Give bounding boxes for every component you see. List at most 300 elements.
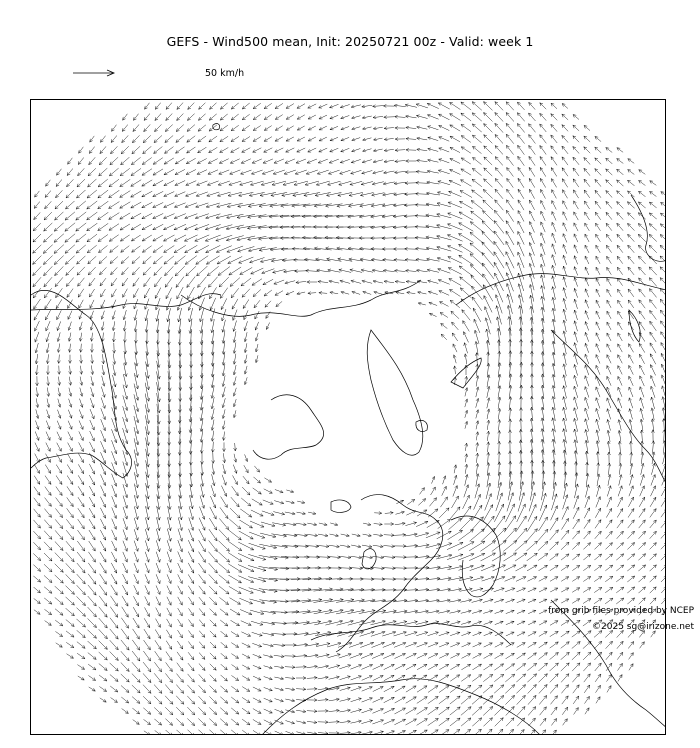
wind-arrow	[428, 730, 438, 735]
wind-arrow	[120, 191, 131, 198]
wind-arrow	[405, 171, 416, 174]
wind-arrow	[100, 698, 106, 702]
wind-arrow	[651, 386, 655, 398]
wind-arrow	[594, 565, 601, 571]
wind-arrow	[198, 696, 205, 704]
wind-arrow	[250, 610, 264, 615]
wind-arrow	[33, 531, 40, 539]
wind-arrow	[561, 542, 569, 550]
wind-arrow	[449, 518, 462, 529]
wind-arrow	[230, 598, 241, 605]
wind-arrow	[145, 552, 149, 562]
wind-arrow	[606, 520, 612, 528]
wind-arrow	[220, 730, 227, 735]
wind-arrow	[585, 212, 590, 220]
wind-arrow	[223, 453, 226, 463]
wind-arrow	[143, 696, 151, 704]
wind-arrow	[66, 190, 74, 198]
wind-arrow	[143, 651, 150, 661]
wind-arrow	[471, 588, 483, 592]
wind-arrow	[134, 563, 138, 573]
wind-arrow	[384, 731, 395, 735]
wind-arrow	[121, 640, 129, 650]
wind-arrow	[79, 431, 84, 440]
wind-arrow	[405, 643, 416, 648]
wind-arrow	[177, 652, 183, 660]
wind-arrow	[154, 719, 161, 725]
wind-arrow	[472, 135, 481, 143]
wind-arrow	[472, 505, 482, 521]
wind-arrow	[56, 465, 62, 474]
wind-arrow	[167, 563, 171, 573]
wind-arrow	[385, 511, 393, 514]
wind-arrow	[186, 181, 196, 186]
wind-arrow	[241, 498, 251, 506]
wind-arrow	[540, 167, 546, 176]
wind-arrow	[134, 288, 139, 297]
wind-arrow	[407, 499, 414, 504]
wind-arrow	[124, 342, 127, 354]
wind-arrow	[319, 148, 327, 152]
credit-copyright: ©2025 sg@irizone.net	[592, 622, 694, 632]
wind-arrow	[199, 529, 205, 541]
wind-arrow	[495, 135, 503, 144]
wind-arrow	[89, 541, 96, 551]
wind-arrow	[482, 263, 494, 279]
wind-arrow	[464, 343, 468, 354]
wind-arrow	[69, 366, 72, 375]
wind-arrow	[607, 311, 611, 319]
wind-arrow	[177, 674, 184, 683]
wind-arrow	[46, 421, 50, 430]
wind-arrow	[227, 203, 243, 207]
wind-arrow	[473, 632, 482, 636]
wind-arrow	[472, 113, 482, 121]
wind-arrow	[639, 170, 646, 175]
wind-arrow	[584, 519, 590, 528]
wind-arrow	[552, 233, 556, 243]
wind-arrow	[406, 686, 416, 692]
wind-arrow	[199, 552, 206, 563]
wind-arrow	[629, 376, 634, 386]
wind-arrow	[539, 599, 547, 603]
wind-arrow	[448, 246, 463, 253]
wind-arrow	[628, 531, 635, 539]
wind-arrow	[207, 181, 218, 186]
wind-arrow	[639, 520, 646, 528]
wind-arrow	[146, 495, 150, 510]
wind-arrow	[483, 200, 493, 210]
wind-arrow	[362, 171, 373, 175]
wind-arrow	[274, 666, 284, 669]
wind-arrow	[222, 342, 225, 355]
wind-arrow	[627, 576, 634, 582]
wind-arrow	[189, 608, 194, 615]
wind-arrow	[540, 113, 547, 120]
wind-arrow	[585, 267, 589, 275]
wind-arrow	[417, 159, 428, 162]
wind-arrow	[55, 201, 63, 209]
wind-arrow	[551, 168, 557, 177]
wind-arrow	[583, 631, 591, 638]
wind-arrow	[383, 545, 394, 548]
wind-arrow	[573, 115, 579, 120]
wind-arrow	[164, 246, 175, 253]
wind-arrow	[208, 170, 218, 175]
wind-arrow	[650, 321, 657, 331]
wind-arrow	[618, 289, 623, 297]
wind-arrow	[574, 386, 578, 398]
wind-arrow	[649, 267, 657, 275]
wind-arrow	[199, 597, 205, 605]
wind-arrow	[318, 732, 328, 735]
wind-arrow	[47, 399, 50, 408]
wind-arrow	[145, 607, 150, 616]
wind-arrow	[561, 577, 569, 582]
wind-arrow	[527, 553, 538, 561]
wind-arrow	[67, 179, 74, 186]
wind-arrow	[572, 577, 579, 582]
wind-arrow	[450, 159, 460, 164]
wind-arrow	[515, 541, 527, 552]
wind-arrow	[101, 300, 105, 308]
wind-arrow	[453, 366, 456, 374]
wind-arrow	[573, 685, 579, 693]
wind-arrow	[506, 718, 514, 726]
wind-arrow	[550, 588, 558, 592]
wind-arrow	[563, 244, 567, 253]
wind-arrow	[384, 138, 393, 141]
wind-arrow	[442, 486, 447, 495]
wind-arrow	[46, 180, 51, 186]
wind-arrow	[120, 168, 130, 175]
wind-arrow	[132, 662, 140, 672]
wind-arrow	[539, 517, 548, 531]
wind-arrow	[607, 441, 610, 453]
wind-arrow	[495, 653, 504, 658]
wind-arrow	[188, 552, 194, 563]
wind-arrow	[573, 507, 579, 519]
wind-arrow	[281, 248, 299, 251]
wind-arrow	[198, 277, 207, 288]
wind-arrow	[583, 620, 591, 626]
wind-arrow	[198, 136, 206, 142]
wind-arrow	[264, 126, 271, 131]
wind-arrow	[297, 292, 305, 295]
wind-arrow	[198, 147, 207, 153]
wind-arrow	[284, 270, 297, 273]
wind-arrow	[563, 223, 567, 232]
wind-arrow	[373, 664, 384, 669]
wind-arrow	[562, 696, 568, 704]
wind-arrow	[153, 180, 163, 186]
wind-arrow	[606, 180, 613, 187]
wind-arrow	[461, 147, 471, 153]
wind-arrow	[55, 597, 63, 604]
wind-arrow	[431, 487, 436, 495]
wind-arrow	[177, 641, 182, 649]
wind-arrow	[561, 588, 569, 592]
wind-arrow	[132, 267, 139, 275]
wind-arrow	[121, 663, 129, 672]
wind-arrow	[123, 332, 126, 343]
wind-arrow	[447, 542, 463, 549]
wind-arrow	[561, 685, 568, 694]
wind-arrow	[607, 497, 612, 507]
wind-arrow	[220, 125, 228, 131]
wind-arrow	[372, 653, 384, 658]
wind-arrow	[661, 587, 666, 593]
wind-arrow	[450, 643, 459, 647]
wind-arrow	[518, 493, 525, 512]
wind-arrow	[234, 443, 237, 451]
wind-arrow	[340, 676, 351, 680]
wind-arrow	[394, 258, 406, 261]
wind-arrow	[459, 212, 473, 220]
wind-arrow	[563, 266, 567, 276]
wind-arrow	[661, 554, 666, 560]
wind-arrow	[90, 420, 95, 430]
wind-arrow	[616, 598, 624, 604]
wind-arrow	[274, 501, 284, 504]
wind-arrow	[395, 160, 405, 163]
wind-arrow	[155, 124, 162, 131]
wind-arrow	[406, 160, 417, 163]
wind-arrow	[428, 707, 439, 714]
wind-arrow	[99, 168, 108, 176]
wind-arrow	[242, 697, 250, 702]
wind-arrow	[640, 387, 644, 398]
wind-arrow	[550, 530, 559, 540]
wind-arrow	[540, 718, 546, 725]
wind-arrow	[189, 383, 192, 400]
wind-arrow	[111, 563, 116, 573]
wind-arrow	[87, 201, 97, 209]
wind-arrow	[649, 213, 656, 219]
wind-arrow	[360, 193, 373, 197]
wind-arrow	[187, 707, 194, 715]
wind-arrow	[492, 541, 506, 552]
wind-arrow	[448, 202, 462, 208]
wind-arrow	[607, 674, 612, 681]
wind-arrow	[164, 169, 174, 175]
wind-arrow	[485, 494, 492, 511]
wind-arrow	[661, 202, 666, 207]
wind-arrow	[639, 497, 645, 507]
wind-arrow	[100, 146, 106, 153]
wind-arrow	[606, 148, 612, 153]
wind-arrow	[330, 137, 338, 141]
wind-arrow	[450, 102, 461, 109]
wind-arrow	[88, 168, 96, 176]
wind-arrow	[649, 278, 656, 287]
wind-arrow	[441, 334, 447, 340]
wind-arrow	[574, 708, 579, 715]
wind-arrow	[110, 246, 119, 253]
wind-arrow	[221, 497, 228, 508]
wind-arrow	[121, 651, 129, 661]
wind-arrow	[561, 565, 569, 570]
wind-arrow	[110, 157, 118, 165]
wind-arrow	[56, 299, 62, 308]
wind-arrow	[507, 168, 514, 177]
wind-arrow	[529, 145, 536, 154]
wind-arrow	[495, 157, 503, 166]
wind-arrow	[219, 159, 228, 164]
wind-arrow	[650, 520, 657, 528]
wind-arrow	[640, 408, 644, 419]
wind-arrow	[617, 267, 622, 274]
wind-arrow	[439, 696, 449, 704]
wind-arrow	[607, 267, 612, 274]
wind-arrow	[550, 554, 559, 561]
wind-arrow	[617, 256, 623, 263]
wind-arrow	[574, 234, 578, 242]
wind-arrow	[263, 655, 273, 658]
wind-arrow	[406, 269, 417, 272]
wind-arrow	[639, 531, 646, 539]
wind-arrow	[352, 534, 360, 537]
wind-arrow	[552, 730, 557, 735]
wind-arrow	[417, 148, 427, 151]
wind-arrow	[154, 662, 161, 672]
wind-arrow	[317, 654, 329, 658]
wind-arrow	[432, 476, 435, 483]
wind-arrow	[539, 696, 547, 705]
wind-arrow	[242, 654, 250, 658]
wind-arrow	[340, 720, 351, 723]
wind-arrow	[629, 365, 634, 374]
wind-arrow	[487, 442, 490, 452]
wind-arrow	[395, 686, 405, 692]
wind-arrow	[572, 599, 580, 604]
wind-arrow	[384, 523, 393, 526]
wind-arrow	[199, 620, 205, 627]
wind-arrow	[639, 289, 646, 297]
wind-arrow	[99, 256, 107, 263]
wind-arrow	[265, 301, 271, 307]
wind-arrow	[629, 355, 634, 364]
wind-arrow	[242, 708, 250, 714]
wind-arrow	[562, 179, 567, 188]
wind-arrow	[528, 599, 536, 603]
wind-arrow	[222, 387, 225, 397]
wind-arrow	[35, 321, 40, 331]
wind-arrow	[373, 149, 382, 152]
wind-arrow	[220, 103, 227, 109]
wind-arrow	[384, 116, 394, 119]
wind-arrow	[465, 410, 468, 418]
wind-arrow	[100, 519, 105, 529]
wind-arrow	[406, 730, 417, 735]
wind-arrow	[509, 471, 512, 488]
wind-arrow	[143, 267, 151, 275]
wind-arrow	[461, 696, 471, 704]
wind-arrow	[573, 136, 579, 142]
wind-arrow	[341, 116, 350, 119]
wind-arrow	[77, 596, 86, 605]
wind-arrow	[79, 344, 82, 353]
wind-arrow	[68, 443, 73, 452]
wind-arrow	[210, 653, 216, 659]
wind-arrow	[189, 619, 194, 626]
wind-arrow	[220, 148, 229, 153]
wind-arrow	[91, 387, 94, 397]
wind-arrow	[607, 300, 611, 308]
wind-arrow	[439, 137, 449, 142]
wind-arrow	[91, 365, 94, 374]
wind-arrow	[36, 409, 39, 418]
wind-arrow	[55, 519, 63, 528]
coastline-canada-arctic	[181, 280, 421, 316]
wind-arrow	[450, 664, 459, 669]
wind-arrow	[166, 287, 172, 298]
wind-arrow	[110, 618, 118, 628]
wind-arrow	[574, 375, 578, 386]
wind-arrow	[395, 522, 405, 525]
wind-arrow	[47, 365, 50, 374]
wind-arrow	[36, 421, 40, 430]
wind-arrow	[476, 443, 479, 452]
wind-arrow	[253, 126, 261, 131]
wind-arrow	[495, 273, 504, 291]
wind-arrow	[662, 463, 666, 475]
wind-arrow	[58, 388, 61, 397]
wind-arrow	[461, 718, 471, 726]
wind-arrow	[286, 731, 295, 735]
wind-arrow	[296, 721, 306, 724]
wind-arrow	[241, 159, 251, 164]
wind-arrow	[661, 509, 666, 517]
wind-arrow	[416, 115, 427, 119]
wind-arrow	[273, 170, 285, 175]
wind-arrow	[441, 497, 448, 507]
wind-arrow	[551, 179, 556, 188]
wind-arrow	[113, 364, 116, 375]
wind-arrow	[516, 685, 525, 694]
wind-arrow	[78, 278, 85, 286]
wind-arrow	[483, 707, 493, 716]
wind-arrow	[505, 685, 514, 694]
wind-arrow	[133, 125, 139, 132]
wind-arrow	[221, 642, 228, 647]
wind-arrow	[242, 125, 250, 130]
wind-arrow	[498, 397, 501, 409]
wind-arrow	[428, 159, 439, 162]
wind-arrow	[80, 377, 83, 386]
wind-arrow	[628, 245, 635, 253]
wind-arrow	[285, 281, 295, 284]
wind-arrow	[188, 563, 194, 573]
wind-arrow	[584, 136, 590, 142]
wind-arrow	[308, 137, 316, 141]
wind-arrow	[539, 565, 548, 571]
wind-arrow	[440, 302, 449, 307]
wind-arrow	[618, 376, 622, 385]
wind-arrow	[606, 508, 611, 517]
wind-arrow	[132, 651, 140, 661]
wind-arrow	[233, 343, 236, 354]
wind-arrow	[528, 685, 537, 694]
wind-arrow	[618, 420, 621, 431]
wind-arrow	[595, 136, 601, 141]
wind-arrow	[585, 387, 589, 398]
wind-arrow	[650, 587, 656, 593]
wind-arrow	[617, 212, 624, 219]
wind-arrow	[88, 630, 97, 639]
wind-arrow	[552, 276, 556, 288]
wind-arrow	[585, 300, 589, 309]
